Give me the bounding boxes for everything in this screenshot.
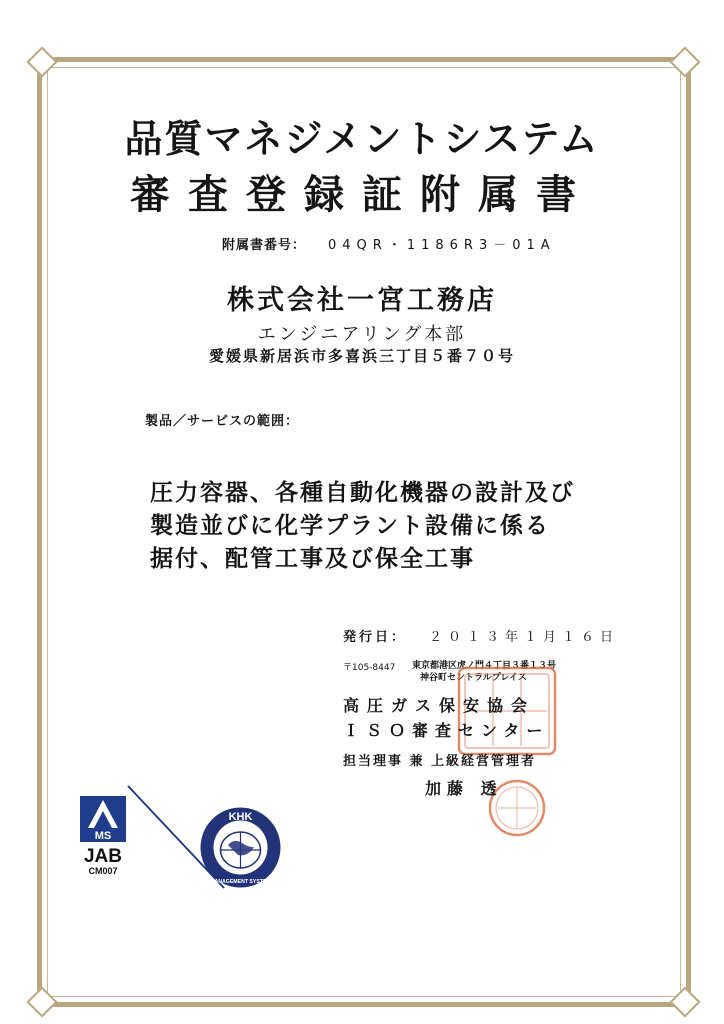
title-line-1: 品質マネジメントシステム — [124, 117, 600, 161]
khk-ring-text: MANAGEMENT SYSTEM — [210, 879, 271, 885]
title-line-2: 審査登録証附属書 — [130, 172, 594, 218]
scope-label: 製品／サービスの範囲： — [145, 414, 300, 429]
khk-name-text: KHK — [228, 811, 253, 823]
scope-line: 据付、配管工事及び保全工事 — [150, 546, 475, 572]
certificate-number-label: 附属書番号： — [222, 238, 307, 253]
jab-ms-text: MS — [94, 830, 112, 842]
scope-line: 圧力容器、各種自動化機器の設計及び — [150, 480, 575, 506]
jab-code-text: CM007 — [88, 866, 118, 876]
scope-line: 製造並びに化学プラント設備に係る — [150, 513, 550, 539]
company-address: 愛媛県新居浜市多喜浜三丁目５番７０号 — [208, 347, 515, 365]
issuer-address-line: 神谷町セントラルプレイス — [420, 673, 527, 683]
certificate-number — [222, 234, 556, 253]
division-name: エンジニアリング本部 — [257, 324, 467, 345]
issuer-organization: 高圧ガス保安協会 — [343, 696, 536, 715]
certificate-number-value: 04QR・1186R3－01A — [328, 238, 556, 253]
postal-code: 〒105-8447 — [343, 663, 396, 673]
issuer-address-line: 東京都港区虎ノ門４丁目３番１３号 — [412, 661, 557, 671]
khk-management-system-logo — [198, 805, 283, 890]
signer-role: 担当理事 兼 上級経営管理者 — [343, 754, 537, 769]
jab-name-text: JAB — [83, 846, 123, 867]
company-name: 株式会社一宮工務店 — [227, 285, 497, 316]
issue-date-label: 発行日： — [343, 630, 408, 645]
issue-date-value: ２０１３年１月１６日 — [429, 630, 620, 645]
issuer-center: ＩＳＯ審査センター — [343, 721, 550, 740]
signer-name: 加藤 透 — [425, 779, 503, 798]
issue-date — [343, 626, 619, 645]
